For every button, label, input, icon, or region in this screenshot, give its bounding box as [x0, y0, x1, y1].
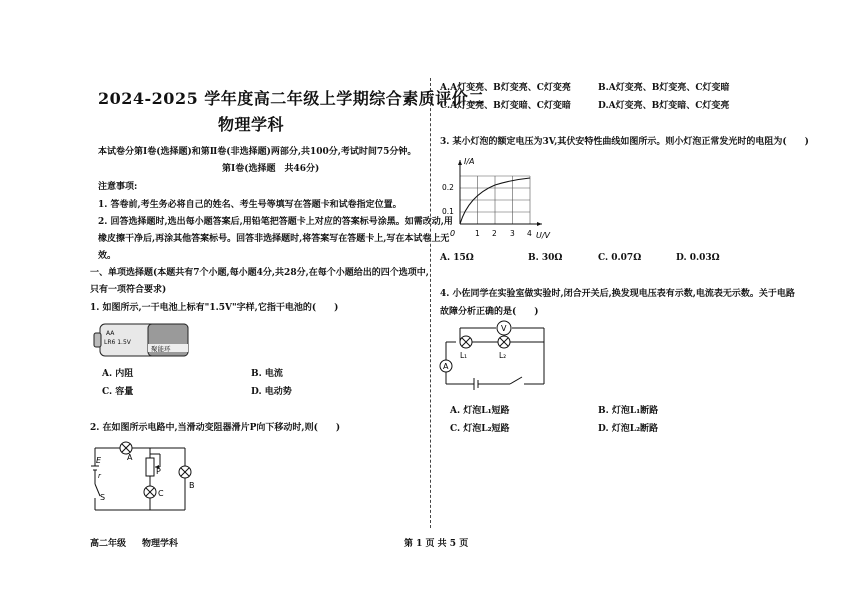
label-c: C [158, 489, 164, 498]
graph-ytick-0-2: 0.2 [442, 183, 454, 192]
q3-option-b[interactable]: B. 30Ω [528, 253, 563, 263]
column-divider [430, 78, 431, 528]
question-4-text-line1: 4. 小佐同学在实验室做实验时,闭合开关后,换发现电压表有示数,电流表无示数。关于电路 [440, 289, 795, 299]
graph-xlabel: U/V [536, 231, 551, 240]
q4-option-b[interactable]: B. 灯泡L₁断路 [598, 406, 659, 416]
graph-xtick-2: 2 [492, 229, 497, 238]
circuit-diagram-q2 [80, 436, 210, 518]
question-3-text: 3. 某小灯泡的额定电压为3V,其伏安特性曲线如图所示。则小灯泡正常发光时的电阻为( ) [440, 137, 809, 147]
q1-option-d[interactable]: D. 电动势 [251, 387, 292, 397]
note-2-line2: 橡皮擦干净后,再涂其他答案标号。回答非选择题时,将答案写在答题卡上,写在本试卷上无 [98, 234, 450, 244]
q2-option-a[interactable]: A.A灯变亮、B灯变亮、C灯变亮 [440, 83, 571, 93]
question-2-text: 2. 在如图所示电路中,当滑动变阻器滑片P向下移动时,则( ) [90, 423, 341, 433]
graph-origin: 0 [450, 229, 456, 238]
label-r: r [98, 472, 101, 480]
question-4-text-line2: 故障分析正确的是( ) [440, 307, 539, 317]
part1-instructions-line1: 一、单项选择题(本题共有7个小题,每小题4分,共28分,在每个小题给出的四个选项中, [90, 268, 429, 278]
note-1: 1. 答卷前,考生务必将自己的姓名、考生号等填写在答题卡和试卷指定位置。 [98, 200, 402, 210]
label-s: S [100, 493, 106, 502]
graph-ytick-0-1: 0.1 [442, 207, 454, 216]
q1-option-c[interactable]: C. 容量 [102, 387, 134, 397]
q2-option-b[interactable]: B.A灯变亮、B灯变亮、C灯变暗 [598, 83, 730, 93]
exam-title: 2024-2025 学年度高二年级上学期综合素质评价二 [98, 89, 485, 108]
part1-instructions-line2: 只有一项符合要求) [90, 285, 167, 295]
voltmeter-label: V [501, 324, 507, 333]
q1-option-b[interactable]: B. 电流 [251, 369, 283, 379]
lamp-l1-label: L₁ [460, 351, 468, 360]
iv-curve-graph [438, 152, 556, 244]
question-1-text: 1. 如图所示,一干电池上标有"1.5V"字样,它指干电池的( ) [90, 303, 339, 313]
q2-option-c[interactable]: C.A灯变亮、B灯变暗、C灯变暗 [440, 101, 571, 111]
note-2-line1: 2. 回答选择题时,选出每小题答案后,用铅笔把答题卡上对应的答案标号涂黑。如需改动,用 [98, 217, 453, 227]
section-header: 第Ⅰ卷(选择题 共46分) [222, 164, 320, 174]
footer-grade: 高二年级 [90, 539, 127, 549]
q1-option-a[interactable]: A. 内阻 [102, 369, 134, 379]
battery-figure [92, 318, 192, 362]
note-2-line3: 效。 [98, 251, 117, 261]
exam-intro: 本试卷分第Ⅰ卷(选择题)和第Ⅱ卷(非选择题)两部分,共100分,考试时间75分钟。 [98, 147, 417, 157]
graph-xtick-1: 1 [475, 229, 480, 238]
notes-title: 注意事项: [98, 182, 138, 192]
battery-label-aa: AA [106, 330, 115, 337]
footer-page-number: 第 1 页 共 5 页 [404, 539, 469, 549]
graph-xtick-4: 4 [527, 229, 532, 238]
lamp-l2-label: L₂ [499, 351, 507, 360]
q4-option-a[interactable]: A. 灯泡L₁短路 [450, 406, 510, 416]
graph-xtick-3: 3 [510, 229, 515, 238]
q3-option-a[interactable]: A. 15Ω [440, 253, 474, 263]
q4-option-d[interactable]: D. 灯泡L₂断路 [598, 424, 659, 434]
circuit-diagram-q4 [436, 320, 554, 394]
q3-option-d[interactable]: D. 0.03Ω [676, 253, 720, 263]
q3-option-c[interactable]: C. 0.07Ω [598, 253, 642, 263]
exam-subject-title: 物理学科 [218, 115, 285, 134]
label-a: A [127, 453, 133, 462]
q4-option-c[interactable]: C. 灯泡L₂短路 [450, 424, 510, 434]
graph-ylabel: I/A [464, 157, 475, 166]
ammeter-label: A [443, 362, 449, 371]
label-e: E [96, 456, 102, 465]
footer-subject: 物理学科 [142, 539, 179, 549]
label-p: P [156, 467, 161, 476]
battery-label-brand: 聚能环 [151, 345, 171, 353]
battery-label-voltage: LR6 1.5V [104, 339, 131, 346]
label-b: B [189, 481, 195, 490]
q2-option-d[interactable]: D.A灯变亮、B灯变暗、C灯变亮 [598, 101, 730, 111]
